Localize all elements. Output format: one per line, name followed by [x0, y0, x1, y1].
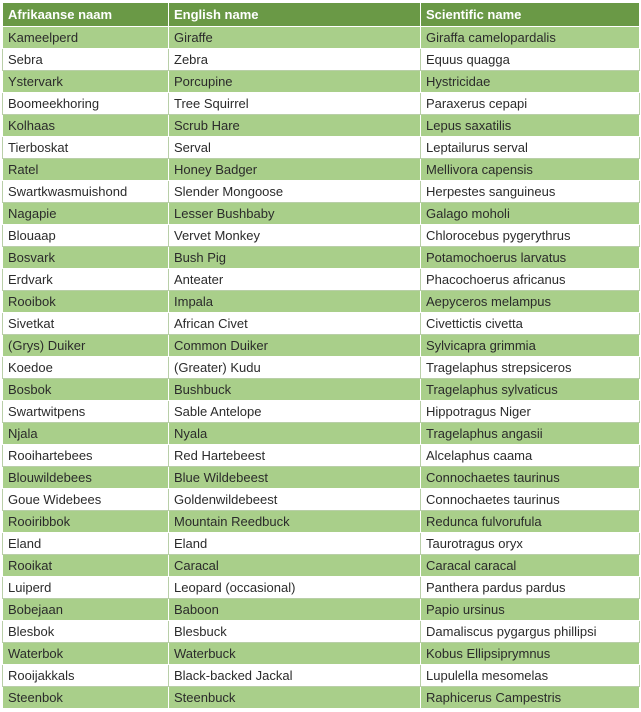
english-name-cell: Bushbuck — [169, 379, 421, 401]
scientific-name-cell: Kobus Ellipsiprymnus — [421, 643, 640, 665]
table-row — [3, 511, 640, 533]
scientific-name-cell: Taurotragus oryx — [421, 533, 640, 555]
table-row — [3, 687, 640, 709]
scientific-name-cell: Paraxerus cepapi — [421, 93, 640, 115]
table-row — [3, 313, 640, 335]
scientific-name-cell: Hystricidae — [421, 71, 640, 93]
english-name-cell: Giraffe — [169, 27, 421, 49]
english-name-cell: African Civet — [169, 313, 421, 335]
afrikaans-name-cell: Swartwitpens — [3, 401, 169, 423]
header-scientific-name: Scientific name — [421, 3, 640, 27]
table-row — [3, 49, 640, 71]
scientific-name-cell: Alcelaphus caama — [421, 445, 640, 467]
afrikaans-name-cell: Goue Widebees — [3, 489, 169, 511]
scientific-name-cell: Leptailurus serval — [421, 137, 640, 159]
afrikaans-name-cell: Ystervark — [3, 71, 169, 93]
table-row — [3, 379, 640, 401]
afrikaans-name-cell: Kolhaas — [3, 115, 169, 137]
scientific-name-cell: Panthera pardus pardus — [421, 577, 640, 599]
afrikaans-name-cell: Kameelperd — [3, 27, 169, 49]
scientific-name-cell: Tragelaphus angasii — [421, 423, 640, 445]
table-row — [3, 489, 640, 511]
scientific-name-cell: Aepyceros melampus — [421, 291, 640, 313]
scientific-name-cell: Chlorocebus pygerythrus — [421, 225, 640, 247]
english-name-cell: Vervet Monkey — [169, 225, 421, 247]
afrikaans-name-cell: Rooiribbok — [3, 511, 169, 533]
english-name-cell: Common Duiker — [169, 335, 421, 357]
english-name-cell: (Greater) Kudu — [169, 357, 421, 379]
scientific-name-cell: Lepus saxatilis — [421, 115, 640, 137]
afrikaans-name-cell: Sivetkat — [3, 313, 169, 335]
english-name-cell: Blue Wildebeest — [169, 467, 421, 489]
table-row — [3, 577, 640, 599]
table-row — [3, 533, 640, 555]
afrikaans-name-cell: Boomeekhoring — [3, 93, 169, 115]
english-name-cell: Tree Squirrel — [169, 93, 421, 115]
afrikaans-name-cell: Blouwildebees — [3, 467, 169, 489]
table-row — [3, 423, 640, 445]
table-row — [3, 27, 640, 49]
english-name-cell: Steenbuck — [169, 687, 421, 709]
scientific-name-cell: Galago moholi — [421, 203, 640, 225]
scientific-name-cell: Potamochoerus larvatus — [421, 247, 640, 269]
english-name-cell: Impala — [169, 291, 421, 313]
english-name-cell: Goldenwildebeest — [169, 489, 421, 511]
table-row — [3, 335, 640, 357]
english-name-cell: Bush Pig — [169, 247, 421, 269]
table-row — [3, 137, 640, 159]
afrikaans-name-cell: Rooijakkals — [3, 665, 169, 687]
header-row — [3, 3, 640, 27]
table-row — [3, 665, 640, 687]
header-english-name: English name — [169, 3, 421, 27]
english-name-cell: Anteater — [169, 269, 421, 291]
table-row — [3, 269, 640, 291]
scientific-name-cell: Mellivora capensis — [421, 159, 640, 181]
english-name-cell: Red Hartebeest — [169, 445, 421, 467]
table-row — [3, 621, 640, 643]
scientific-name-cell: Lupulella mesomelas — [421, 665, 640, 687]
afrikaans-name-cell: Eland — [3, 533, 169, 555]
scientific-name-cell: Equus quagga — [421, 49, 640, 71]
table-row — [3, 357, 640, 379]
afrikaans-name-cell: Luiperd — [3, 577, 169, 599]
afrikaans-name-cell: (Grys) Duiker — [3, 335, 169, 357]
afrikaans-name-cell: Njala — [3, 423, 169, 445]
afrikaans-name-cell: Erdvark — [3, 269, 169, 291]
english-name-cell: Leopard (occasional) — [169, 577, 421, 599]
english-name-cell: Scrub Hare — [169, 115, 421, 137]
scientific-name-cell: Connochaetes taurinus — [421, 467, 640, 489]
afrikaans-name-cell: Bosvark — [3, 247, 169, 269]
table-row — [3, 247, 640, 269]
english-name-cell: Sable Antelope — [169, 401, 421, 423]
afrikaans-name-cell: Bobejaan — [3, 599, 169, 621]
english-name-cell: Eland — [169, 533, 421, 555]
afrikaans-name-cell: Rooikat — [3, 555, 169, 577]
table-row — [3, 203, 640, 225]
scientific-name-cell: Connochaetes taurinus — [421, 489, 640, 511]
scientific-name-cell: Sylvicapra grimmia — [421, 335, 640, 357]
table-row — [3, 71, 640, 93]
table-row — [3, 93, 640, 115]
table-row — [3, 599, 640, 621]
afrikaans-name-cell: Bosbok — [3, 379, 169, 401]
scientific-name-cell: Redunca fulvorufula — [421, 511, 640, 533]
scientific-name-cell: Papio ursinus — [421, 599, 640, 621]
english-name-cell: Serval — [169, 137, 421, 159]
table-row — [3, 643, 640, 665]
english-name-cell: Porcupine — [169, 71, 421, 93]
table-row — [3, 159, 640, 181]
english-name-cell: Honey Badger — [169, 159, 421, 181]
scientific-name-cell: Civettictis civetta — [421, 313, 640, 335]
scientific-name-cell: Giraffa camelopardalis — [421, 27, 640, 49]
table-row — [3, 291, 640, 313]
scientific-name-cell: Damaliscus pygargus phillipsi — [421, 621, 640, 643]
afrikaans-name-cell: Koedoe — [3, 357, 169, 379]
table-header — [3, 3, 640, 27]
english-name-cell: Mountain Reedbuck — [169, 511, 421, 533]
afrikaans-name-cell: Swartkwasmuishond — [3, 181, 169, 203]
table-body — [3, 27, 640, 709]
english-name-cell: Zebra — [169, 49, 421, 71]
english-name-cell: Caracal — [169, 555, 421, 577]
english-name-cell: Black-backed Jackal — [169, 665, 421, 687]
table-row — [3, 181, 640, 203]
scientific-name-cell: Caracal caracal — [421, 555, 640, 577]
table-row — [3, 401, 640, 423]
english-name-cell: Baboon — [169, 599, 421, 621]
english-name-cell: Nyala — [169, 423, 421, 445]
afrikaans-name-cell: Blesbok — [3, 621, 169, 643]
afrikaans-name-cell: Steenbok — [3, 687, 169, 709]
table-row — [3, 467, 640, 489]
scientific-name-cell: Raphicerus Campestris — [421, 687, 640, 709]
afrikaans-name-cell: Blouaap — [3, 225, 169, 247]
afrikaans-name-cell: Sebra — [3, 49, 169, 71]
table-row — [3, 555, 640, 577]
afrikaans-name-cell: Ratel — [3, 159, 169, 181]
table-row — [3, 115, 640, 137]
scientific-name-cell: Herpestes sanguineus — [421, 181, 640, 203]
scientific-name-cell: Tragelaphus sylvaticus — [421, 379, 640, 401]
english-name-cell: Blesbuck — [169, 621, 421, 643]
english-name-cell: Slender Mongoose — [169, 181, 421, 203]
scientific-name-cell: Tragelaphus strepsiceros — [421, 357, 640, 379]
afrikaans-name-cell: Nagapie — [3, 203, 169, 225]
afrikaans-name-cell: Waterbok — [3, 643, 169, 665]
scientific-name-cell: Phacochoerus africanus — [421, 269, 640, 291]
afrikaans-name-cell: Rooihartebees — [3, 445, 169, 467]
afrikaans-name-cell: Tierboskat — [3, 137, 169, 159]
table-row — [3, 445, 640, 467]
scientific-name-cell: Hippotragus Niger — [421, 401, 640, 423]
english-name-cell: Waterbuck — [169, 643, 421, 665]
table-row — [3, 225, 640, 247]
species-table — [2, 2, 640, 709]
header-afrikaans-name: Afrikaanse naam — [3, 3, 169, 27]
english-name-cell: Lesser Bushbaby — [169, 203, 421, 225]
afrikaans-name-cell: Rooibok — [3, 291, 169, 313]
